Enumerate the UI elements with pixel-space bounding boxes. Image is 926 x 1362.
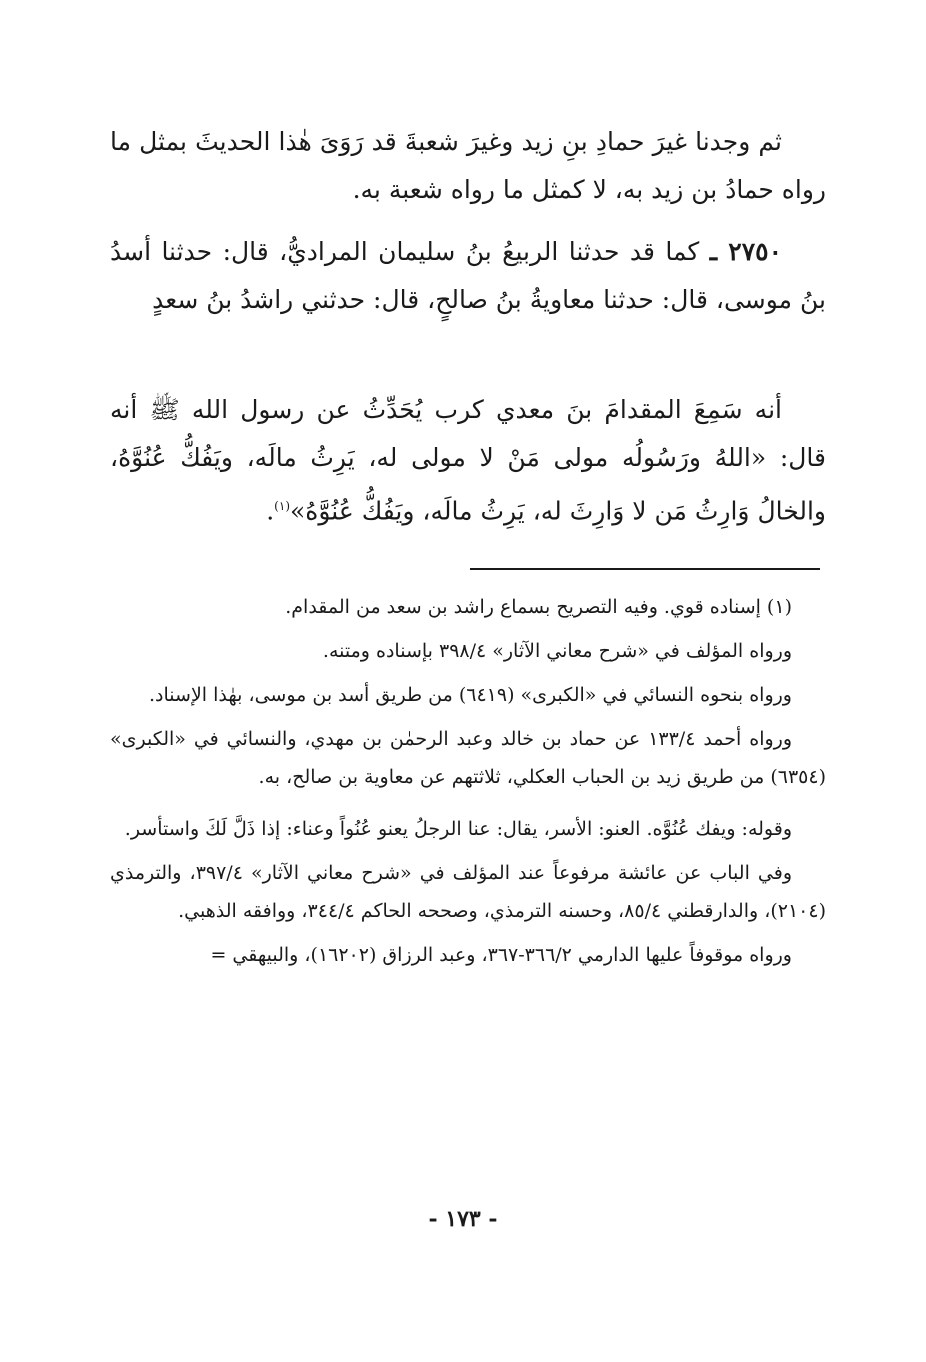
isnad-text: كما قد حدثنا الربيعُ بنُ سليمان المراديُّ، قال: حدثنا أسدُ بنُ موسى، قال: حدثنا معاويةُ بنُ صالحٍ، قال: حدثني راشدُ بنُ سعدٍ: [110, 237, 826, 314]
footnote-line-5: وقوله: ويفك عُنُوَّه. العنو: الأسر، يقال: عنا الرجلُ يعنو عُنُواً وعناء: إذا ذَلَّ لَكَ واستأسر.: [124, 818, 792, 840]
footnote-line-3: ورواه بنحوه النسائي في «الكبرى» (٦٤١٩) من طريق أسد بن موسى، بهٰذا الإسناد.: [149, 684, 792, 706]
hadith-number: ٢٧٥٠ ـ: [709, 237, 782, 266]
footnote-line-7: ورواه موقوفاً عليها الدارمي ٣٦٦/٢-٣٦٧، وعبد الرزاق (١٦٢٠٢)، والبيهقي =: [210, 944, 792, 966]
main-text-block-1: [110, 118, 826, 214]
page-number: - ١٧٣ -: [428, 1206, 498, 1232]
footnote-reference: (١): [274, 499, 290, 513]
main-text-block-3: [110, 386, 826, 535]
paragraph-intro: ثم وجدنا غيرَ حمادِ بنِ زيد وغيرَ شعبةَ قد رَوَىَ هٰذا الحديثَ بمثل ما رواه حمادُ بن زيد به، لا كمثل ما رواه شعبة به.: [110, 127, 826, 204]
paragraph-matn: أنه سَمِعَ المقدامَ بنَ معدي كرب يُحَدِّثُ عن رسول الله ﷺ أنه قال: «اللهُ ورَسُولُه مولى مَنْ لا مولى له، يَرِثُ مالَه، ويَفُكُّ عُنُوَّهُ، والخالُ وَارِثُ مَن لا وَارِثَ له، يَرِثُ مالَه، ويَفُكُّ عُنُوَّهُ»$^{(١)}$.: [110, 395, 826, 526]
footnote-1: (١) إسناده قوي. وفيه التصريح بسماع راشد بن سعد من المقدام.: [285, 596, 792, 618]
footnote-separator: [470, 568, 820, 570]
matn-text: أنه سَمِعَ المقدامَ بنَ معدي كرب يُحَدِّثُ عن رسول الله ﷺ أنه قال: «اللهُ ورَسُولُه مولى مَنْ لا مولى له، يَرِثُ مالَه، ويَفُكُّ عُنُوَّهُ، والخالُ وَارِثُ مَن لا وَارِثَ له، يَرِثُ مالَه، ويَفُكُّ عُنُوَّهُ»: [110, 395, 826, 526]
footnotes-block: [110, 588, 826, 980]
footnote-line-2: ورواه المؤلف في «شرح معاني الآثار» ٣٩٨/٤ بإسناده ومتنه.: [322, 640, 792, 662]
footnote-line-6: وفي الباب عن عائشة مرفوعاً عند المؤلف في «شرح معاني الآثار» ٣٩٧/٤، والترمذي (٢١٠٤)، والدارقطني ٨٥/٤، وحسنه الترمذي، وصححه الحاكم ٣٤٤/٤، ووافقه الذهبي.: [110, 862, 826, 922]
main-text-block-2: [110, 228, 826, 324]
footnote-line-4: ورواه أحمد ١٣٣/٤ عن حماد بن خالد وعبد الرحمٰن بن مهدي، والنسائي في «الكبرى» (٦٣٥٤) من طريق زيد بن الحباب العكلي، ثلاثتهم عن معاوية بن صالح، به.: [110, 728, 826, 788]
paragraph-isnad: [110, 228, 826, 324]
